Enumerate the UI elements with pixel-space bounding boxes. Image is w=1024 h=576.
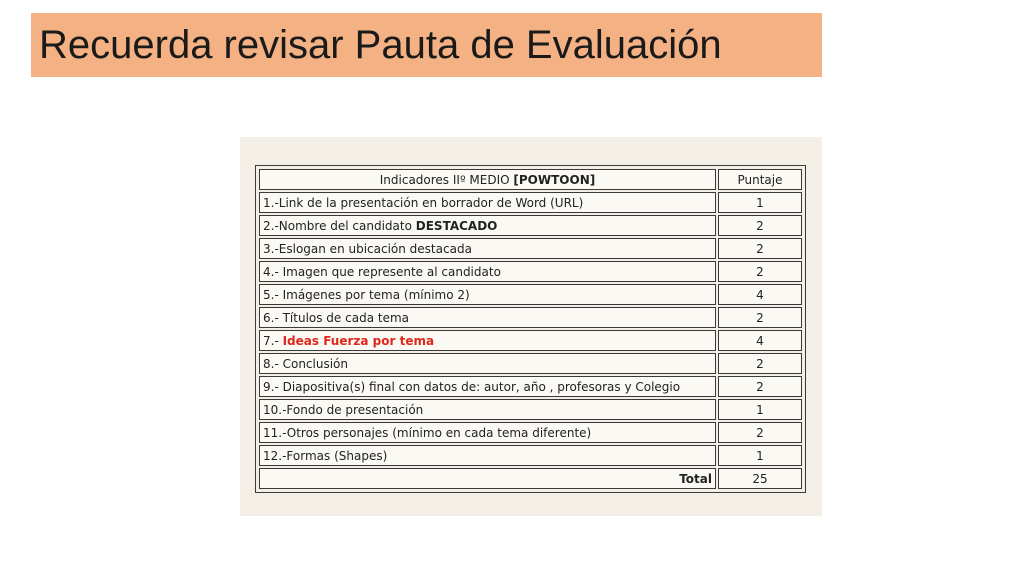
- points-cell: 1: [718, 399, 802, 420]
- points-cell: 2: [718, 307, 802, 328]
- indicator-text: 9.- Diapositiva(s) final con datos de: autor, año , profesoras y Colegio: [263, 379, 681, 394]
- indicator-cell: [259, 192, 716, 213]
- indicator-text: 6.- Títulos de cada tema: [263, 310, 409, 325]
- total-points: 25: [718, 468, 802, 489]
- table-row: [259, 261, 802, 282]
- table-row: [259, 399, 802, 420]
- indicator-cell: [259, 330, 716, 351]
- points-cell: 4: [718, 330, 802, 351]
- table-row: [259, 215, 802, 236]
- indicator-cell: [259, 422, 716, 443]
- table-row: [259, 284, 802, 305]
- total-label: Total: [259, 468, 716, 489]
- slide-title: Recuerda revisar Pauta de Evaluación: [39, 23, 722, 67]
- points-cell: 2: [718, 422, 802, 443]
- table-row: [259, 330, 802, 351]
- points-cell: 4: [718, 284, 802, 305]
- points-cell: 2: [718, 261, 802, 282]
- indicator-text: 3.-Eslogan en ubicación destacada: [263, 241, 472, 256]
- indicator-text: 12.-Formas (Shapes): [263, 448, 388, 463]
- indicator-emphasis: DESTACADO: [415, 218, 498, 233]
- rubric-table: [255, 165, 806, 493]
- indicator-cell: [259, 353, 716, 374]
- indicator-text: 4.- Imagen que represente al candidato: [263, 264, 501, 279]
- title-bar: [31, 13, 822, 77]
- table-row: [259, 376, 802, 397]
- table-row: [259, 422, 802, 443]
- indicator-cell: [259, 399, 716, 420]
- points-cell: 2: [718, 353, 802, 374]
- indicator-cell: [259, 307, 716, 328]
- indicator-text: 11.-Otros personajes (mínimo en cada tema diferente): [263, 425, 592, 440]
- table-row: [259, 353, 802, 374]
- header-indicators: [259, 169, 716, 190]
- rubric-panel: [240, 137, 822, 516]
- points-cell: 2: [718, 376, 802, 397]
- indicator-text: 7.-: [263, 333, 283, 348]
- points-cell: 1: [718, 192, 802, 213]
- indicator-text: 8.- Conclusión: [263, 356, 348, 371]
- indicator-text: 1.-Link de la presentación en borrador de Word (URL): [263, 195, 584, 210]
- indicator-cell: [259, 215, 716, 236]
- indicator-text: 5.- Imágenes por tema (mínimo 2): [263, 287, 470, 302]
- indicator-text: 2.-Nombre del candidato: [263, 218, 416, 233]
- total-row: [259, 468, 802, 489]
- indicator-cell: [259, 376, 716, 397]
- indicator-cell: [259, 445, 716, 466]
- header-indicators-bold: [POWTOON]: [513, 172, 596, 187]
- indicator-cell: [259, 284, 716, 305]
- points-cell: 1: [718, 445, 802, 466]
- points-cell: 2: [718, 238, 802, 259]
- indicator-cell: [259, 261, 716, 282]
- points-cell: 2: [718, 215, 802, 236]
- header-points: Puntaje: [718, 169, 802, 190]
- header-row: [259, 169, 802, 190]
- indicator-emphasis-red: Ideas Fuerza por tema: [282, 333, 435, 348]
- table-row: [259, 307, 802, 328]
- table-row: [259, 445, 802, 466]
- table-row: [259, 192, 802, 213]
- indicator-cell: [259, 238, 716, 259]
- table-row: [259, 238, 802, 259]
- header-indicators-prefix: Indicadores IIº MEDIO: [379, 172, 514, 187]
- indicator-text: 10.-Fondo de presentación: [263, 402, 424, 417]
